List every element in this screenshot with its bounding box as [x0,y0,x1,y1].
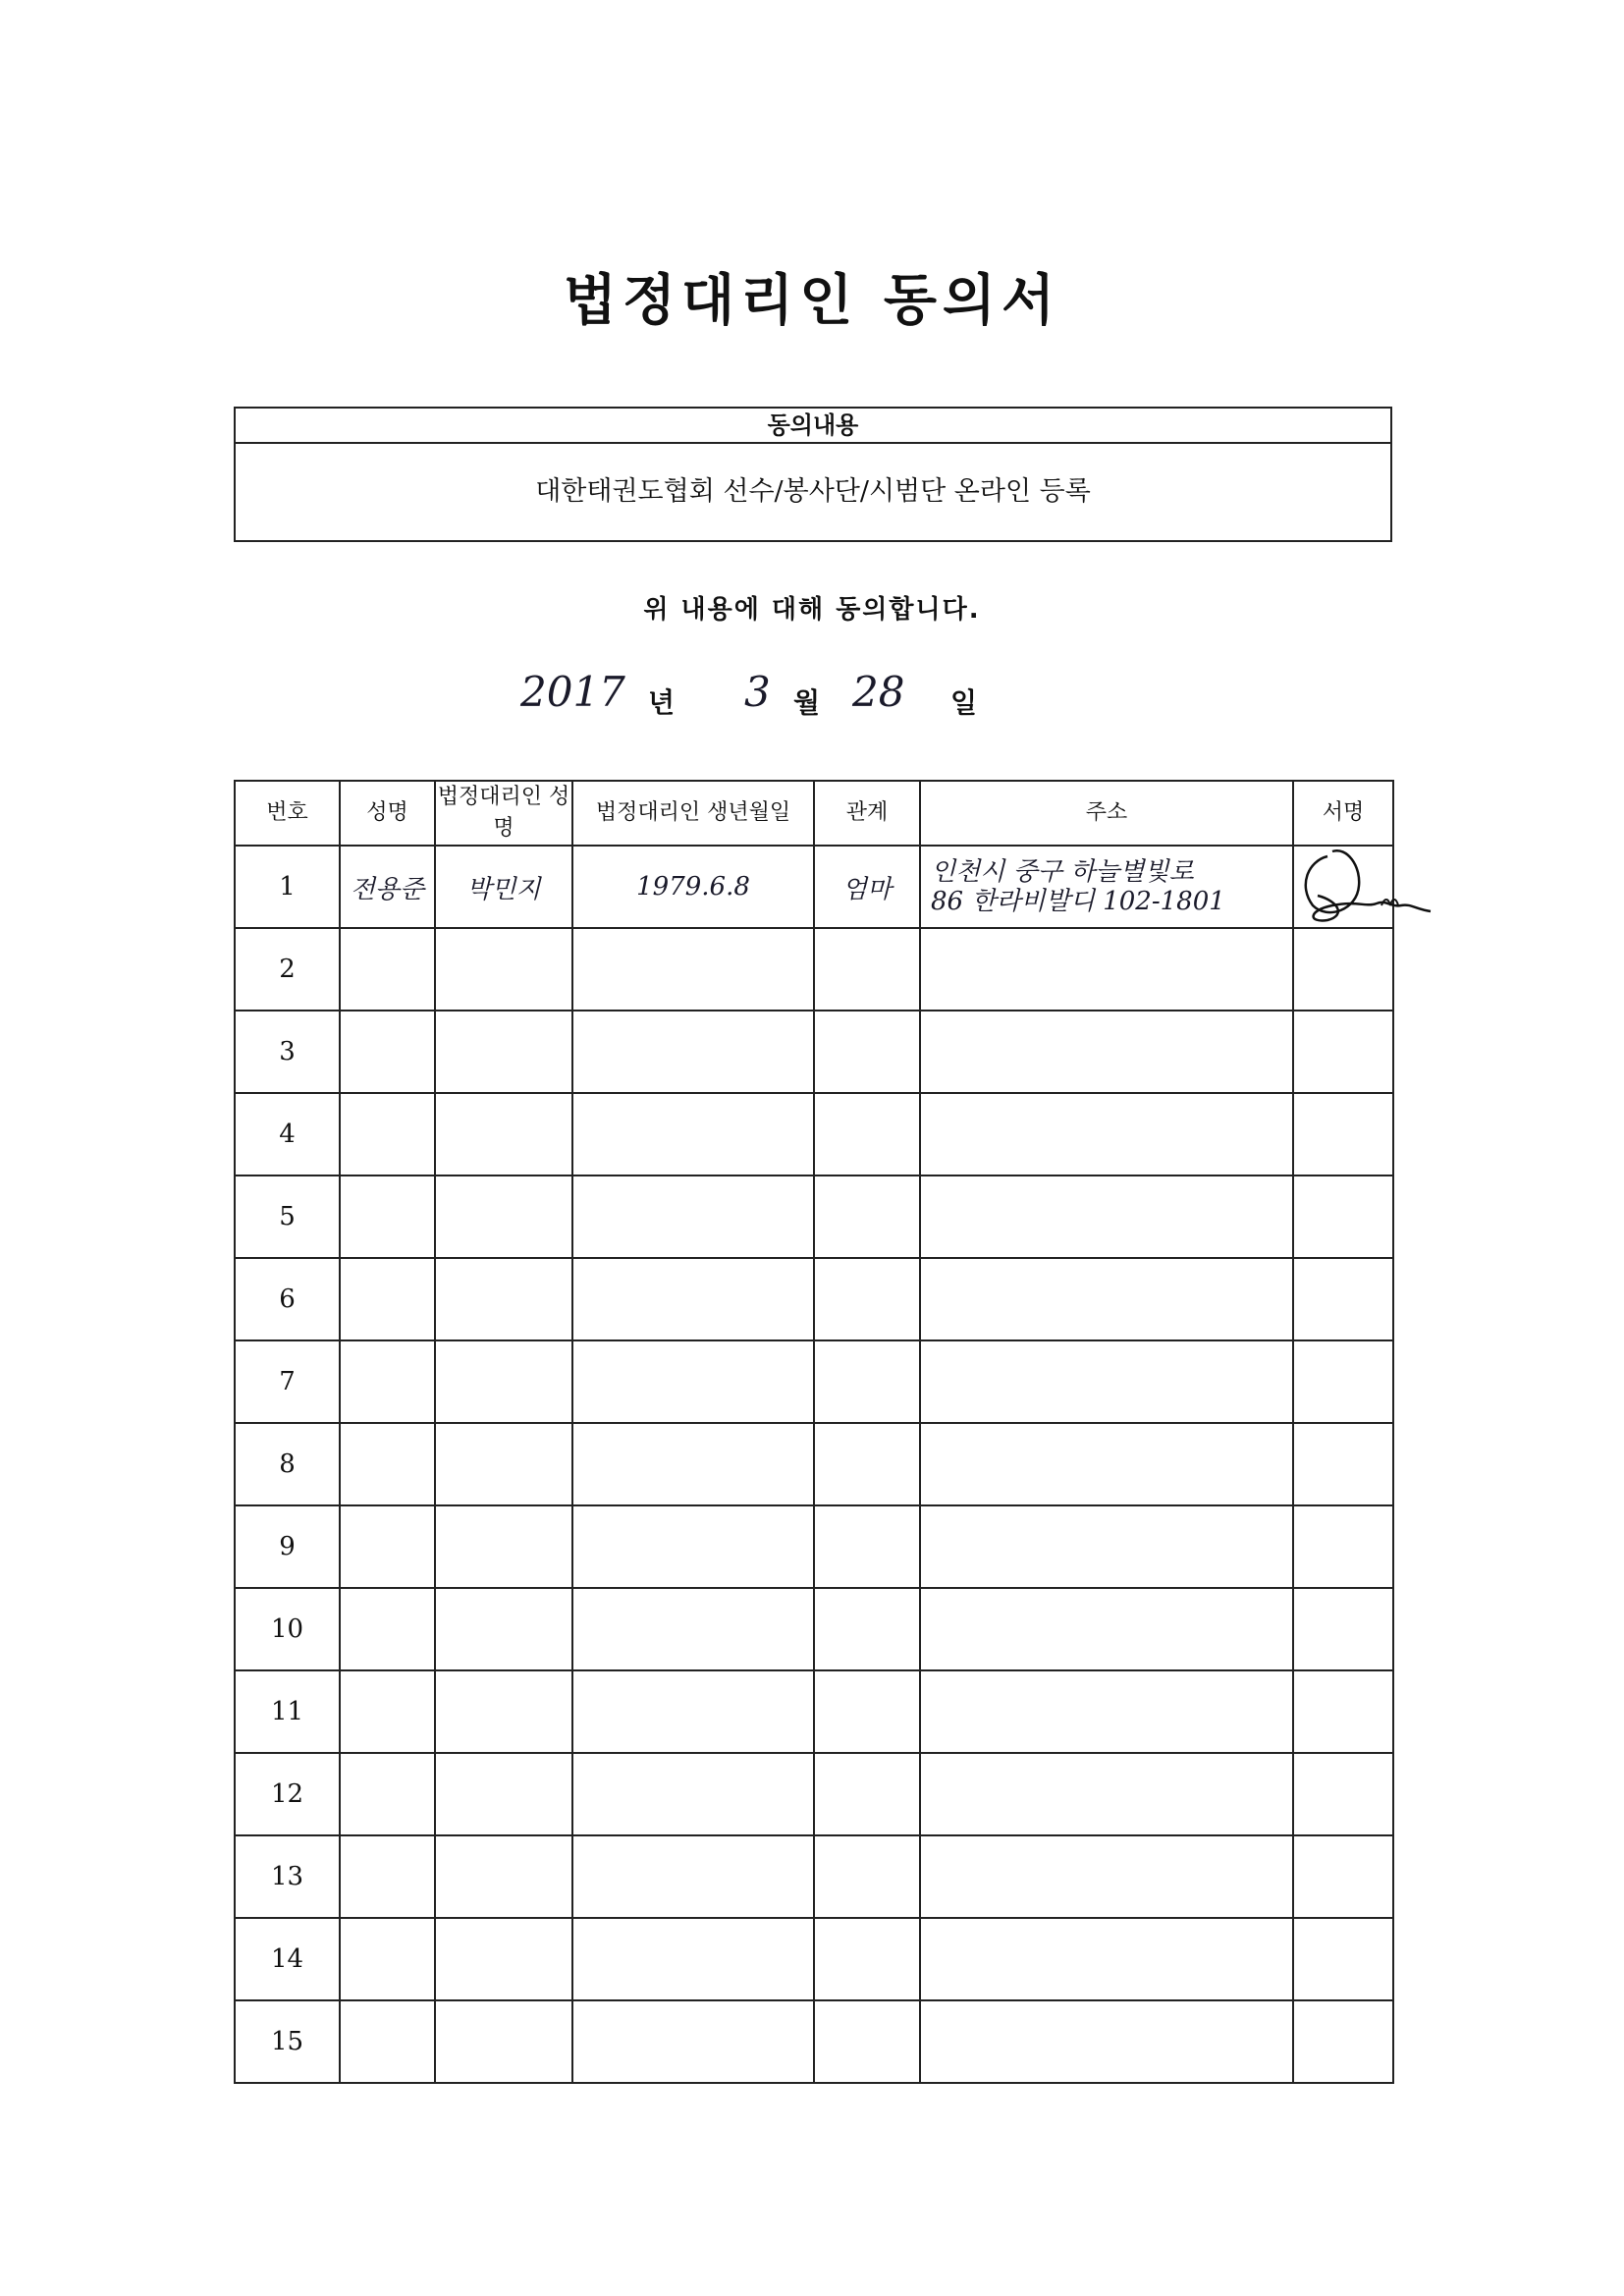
cell-guardian-birthdate [572,1423,814,1505]
cell-guardian-name [435,1670,572,1753]
table-row [235,2000,1393,2083]
cell-guardian-name [435,1753,572,1835]
header-guardian-name: 법정대리인 성명 [435,781,572,846]
table-row [235,1505,1393,1588]
cell-guardian-name [435,1093,572,1175]
cell-address [920,1340,1293,1423]
cell-signature [1293,846,1393,928]
cell-signature [1293,1918,1393,2000]
cell-address [920,1258,1293,1340]
table-row [235,928,1393,1011]
cell-name [340,1093,435,1175]
cell-signature [1293,1753,1393,1835]
cell-guardian-name [435,1011,572,1093]
cell-signature [1293,1175,1393,1258]
table-row [235,1670,1393,1753]
cell-number: 1 [235,846,340,928]
table-header-row [235,781,1393,846]
cell-address [920,1588,1293,1670]
cell-number: 15 [235,2000,340,2083]
cell-number: 11 [235,1670,340,1753]
cell-address [920,2000,1293,2083]
header-signature: 서명 [1293,781,1393,846]
cell-guardian-birthdate [572,1670,814,1753]
cell-guardian-birthdate [572,1588,814,1670]
cell-name [340,1918,435,2000]
cell-guardian-name [435,1505,572,1588]
header-address: 주소 [920,781,1293,846]
consent-box-body: 대한태권도협회 선수/봉사단/시범단 온라인 등록 [535,476,1091,507]
date-day-unit: 일 [950,686,978,719]
cell-name [340,1175,435,1258]
consent-box-header: 동의내용 [236,409,1390,444]
cell-signature [1293,1258,1393,1340]
cell-guardian-name: 박민지 [435,846,572,928]
guardian-consent-table [234,780,1394,2084]
cell-guardian-birthdate [572,1093,814,1175]
cell-guardian-birthdate [572,1340,814,1423]
cell-guardian-name [435,1340,572,1423]
cell-address [920,1011,1293,1093]
header-number: 번호 [235,781,340,846]
handwritten-signature [1288,827,1435,935]
cell-signature [1293,1835,1393,1918]
cell-guardian-name [435,2000,572,2083]
date-day-handwritten: 28 [852,668,905,716]
cell-guardian-name [435,1175,572,1258]
cell-guardian-birthdate [572,1258,814,1340]
cell-guardian-name [435,1588,572,1670]
cell-address [920,1505,1293,1588]
cell-name [340,1588,435,1670]
cell-guardian-birthdate: 1979.6.8 [572,846,814,928]
cell-number: 14 [235,1918,340,2000]
cell-relation [814,1918,920,2000]
cell-relation [814,928,920,1011]
table-row [235,1423,1393,1505]
cell-signature [1293,1340,1393,1423]
cell-number: 4 [235,1093,340,1175]
cell-name [340,1505,435,1588]
cell-signature [1293,1011,1393,1093]
cell-guardian-birthdate [572,928,814,1011]
cell-name [340,928,435,1011]
table-row [235,1175,1393,1258]
cell-signature [1293,1423,1393,1505]
table-row [235,1258,1393,1340]
cell-number: 9 [235,1505,340,1588]
table-row [235,1753,1393,1835]
table-row [235,1835,1393,1918]
table-row [235,1093,1393,1175]
cell-guardian-name [435,1835,572,1918]
cell-address [920,928,1293,1011]
cell-relation: 엄마 [814,846,920,928]
cell-number: 6 [235,1258,340,1340]
cell-number: 13 [235,1835,340,1918]
cell-number: 2 [235,928,340,1011]
cell-address [920,1835,1293,1918]
cell-relation [814,1175,920,1258]
cell-guardian-name [435,928,572,1011]
cell-relation [814,1423,920,1505]
cell-guardian-birthdate [572,1835,814,1918]
cell-signature [1293,2000,1393,2083]
cell-address [920,1423,1293,1505]
cell-address [920,846,1293,928]
cell-relation [814,1505,920,1588]
cell-guardian-birthdate [572,1011,814,1093]
cell-guardian-name [435,1423,572,1505]
cell-address [920,1093,1293,1175]
cell-name: 전용준 [340,846,435,928]
table-row [235,1011,1393,1093]
cell-number: 7 [235,1340,340,1423]
date-month-handwritten: 3 [744,668,771,716]
cell-number: 5 [235,1175,340,1258]
cell-number: 10 [235,1588,340,1670]
cell-signature [1293,1093,1393,1175]
cell-name [340,1670,435,1753]
header-guardian-birthdate: 법정대리인 생년월일 [572,781,814,846]
cell-relation [814,1753,920,1835]
cell-name [340,1258,435,1340]
cell-name [340,1835,435,1918]
cell-signature [1293,928,1393,1011]
table-body [235,846,1393,2083]
date-year-unit: 년 [648,686,676,719]
header-relation: 관계 [814,781,920,846]
cell-signature [1293,1588,1393,1670]
consent-content-box [234,407,1392,542]
cell-relation [814,1011,920,1093]
cell-relation [814,1340,920,1423]
cell-number: 12 [235,1753,340,1835]
cell-relation [814,1670,920,1753]
agreement-statement: 위 내용에 대해 동의합니다. [643,595,981,625]
cell-guardian-name [435,1918,572,2000]
table-row [235,1340,1393,1423]
cell-address [920,1670,1293,1753]
cell-guardian-birthdate [572,2000,814,2083]
cell-relation [814,2000,920,2083]
cell-name [340,2000,435,2083]
cell-relation [814,1835,920,1918]
cell-guardian-birthdate [572,1753,814,1835]
cell-name [340,1423,435,1505]
date-year-handwritten: 2017 [520,668,625,716]
address-line-2: 86 한라비발디 102-1801 [931,887,1225,916]
date-month-unit: 월 [793,686,821,719]
cell-guardian-name [435,1258,572,1340]
cell-address [920,1753,1293,1835]
date-line [0,668,1624,727]
table-row [235,1918,1393,2000]
cell-address [920,1918,1293,2000]
cell-relation [814,1588,920,1670]
cell-name [340,1753,435,1835]
cell-name [340,1011,435,1093]
cell-address [920,1175,1293,1258]
cell-signature [1293,1670,1393,1753]
cell-relation [814,1093,920,1175]
header-name: 성명 [340,781,435,846]
cell-number: 8 [235,1423,340,1505]
table-row [235,846,1393,928]
cell-guardian-birthdate [572,1175,814,1258]
cell-signature [1293,1505,1393,1588]
table-row [235,1588,1393,1670]
cell-guardian-birthdate [572,1918,814,2000]
cell-relation [814,1258,920,1340]
address-line-1: 인천시 중구 하늘별빛로 [931,857,1194,887]
cell-guardian-birthdate [572,1505,814,1588]
cell-number: 3 [235,1011,340,1093]
page-title: 법정대리인 동의서 [563,269,1061,333]
cell-name [340,1340,435,1423]
